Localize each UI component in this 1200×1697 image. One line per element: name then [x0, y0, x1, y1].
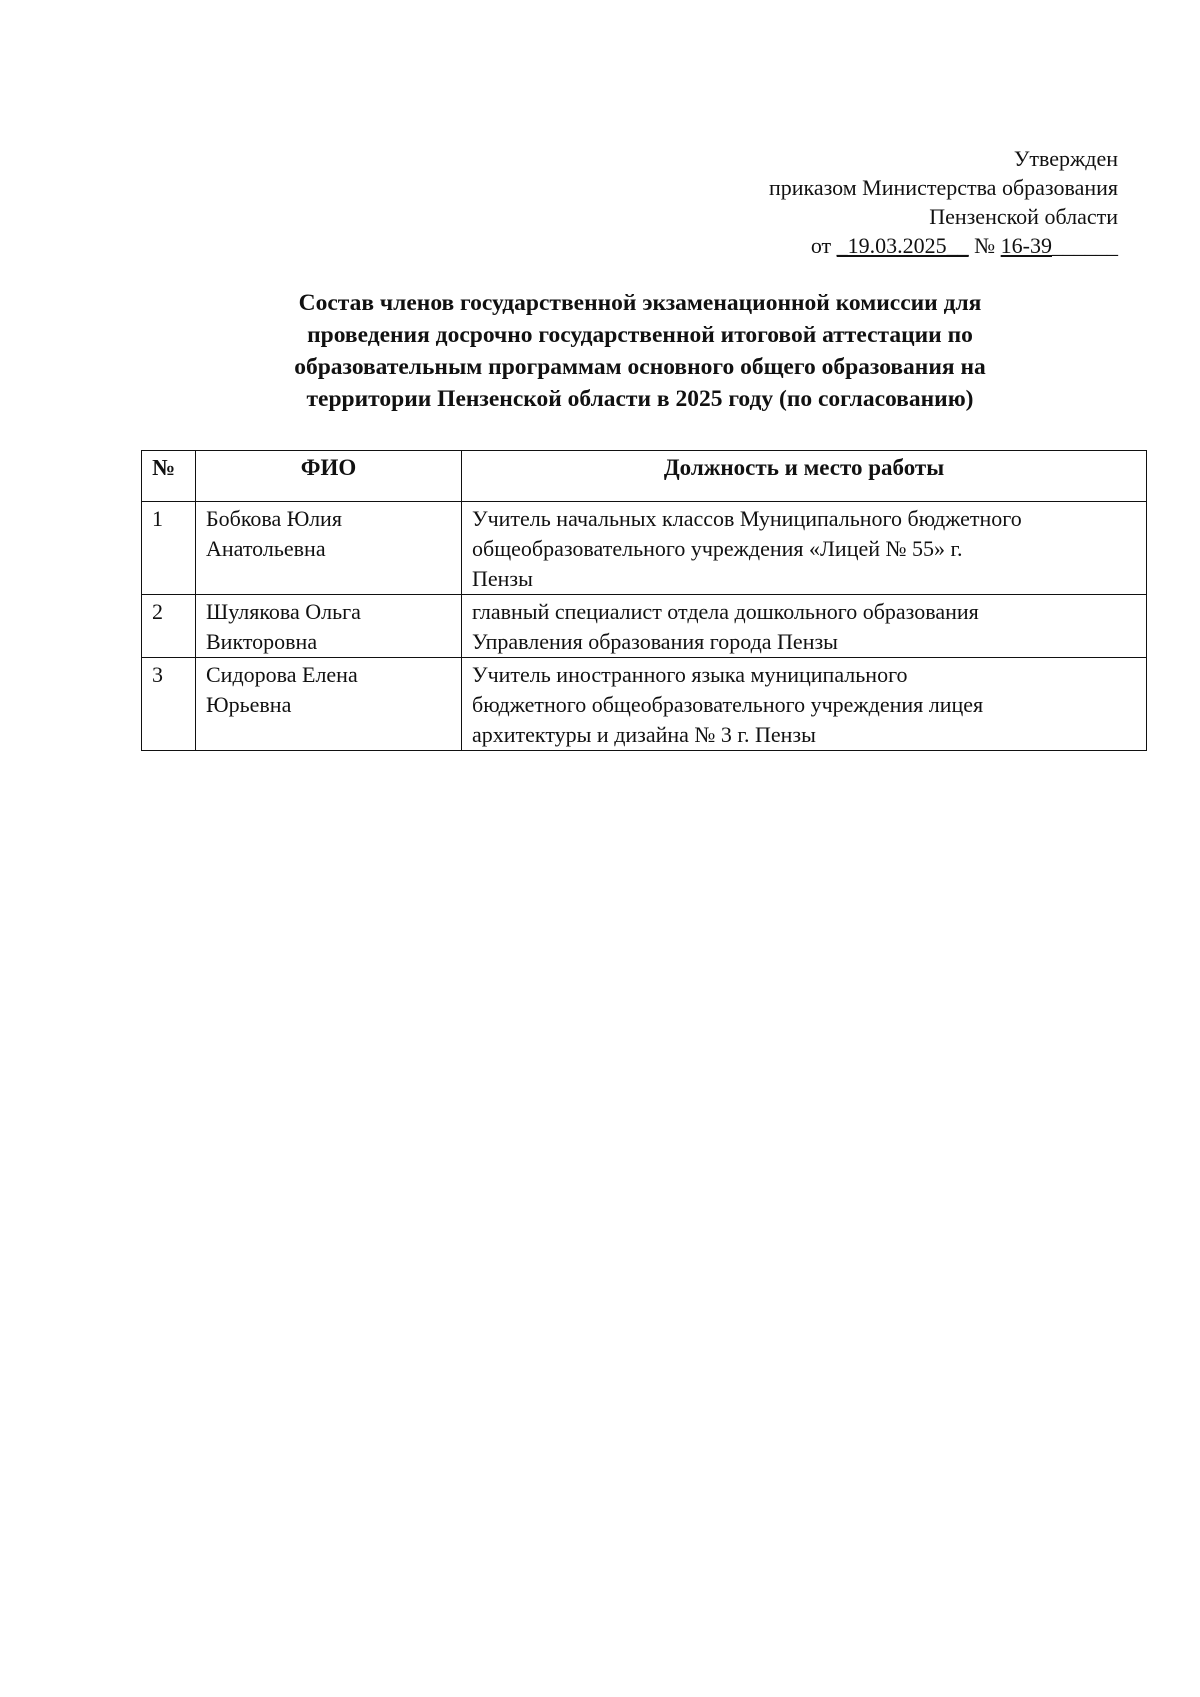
approval-line-date-number — [598, 231, 1118, 260]
title-line-4: территории Пензенской области в 2025 году (по согласованию) — [306, 386, 974, 412]
approval-number: 16-39 — [1000, 233, 1052, 258]
position-line: Учитель начальных классов Муниципального бюджетного — [472, 506, 1022, 531]
approval-date: _19.03.2025__ — [836, 233, 969, 258]
row-position — [462, 658, 1147, 751]
title-line-2: проведения досрочно государственной итоговой аттестации по — [307, 322, 973, 348]
table-row — [142, 502, 1147, 595]
header-full-name: ФИО — [196, 451, 462, 502]
title-line-3: образовательным программам основного общего образования на — [294, 354, 986, 380]
position-line: Пензы — [472, 566, 533, 591]
name-line: Анатольевна — [206, 536, 326, 561]
position-line: Учитель иностранного языка муниципального — [472, 662, 908, 687]
row-number: 2 — [142, 595, 196, 658]
row-position — [462, 595, 1147, 658]
document-title — [140, 287, 1140, 415]
approval-line-approved: Утвержден — [1013, 146, 1118, 171]
position-line: главный специалист отдела дошкольного образования — [472, 599, 979, 624]
position-line: архитектуры и дизайна № 3 г. Пензы — [472, 722, 816, 747]
row-full-name — [196, 502, 462, 595]
header-number: № — [142, 451, 196, 502]
row-number: 3 — [142, 658, 196, 751]
position-line: Управления образования города Пензы — [472, 629, 838, 654]
row-number: 1 — [142, 502, 196, 595]
approval-number-sign: № — [968, 233, 1001, 258]
header-position: Должность и место работы — [462, 451, 1147, 502]
name-line: Шулякова Ольга — [206, 599, 361, 624]
members-table — [141, 450, 1147, 751]
approval-number-tail: ______ — [1052, 233, 1118, 258]
name-line: Викторовна — [206, 629, 318, 654]
approval-line-region: Пензенской области — [929, 204, 1118, 229]
approval-line-order: приказом Министерства образования — [768, 175, 1118, 200]
position-line: общеобразовательного учреждения «Лицей № 55» г. — [472, 536, 963, 561]
position-line: бюджетного общеобразовательного учреждения лицея — [472, 692, 984, 717]
approval-block — [598, 144, 1118, 260]
title-line-1: Состав членов государственной экзаменационной комиссии для — [298, 290, 982, 316]
table-row — [142, 595, 1147, 658]
row-full-name — [196, 595, 462, 658]
table-header-row — [142, 451, 1147, 502]
row-full-name — [196, 658, 462, 751]
name-line: Сидорова Елена — [206, 662, 358, 687]
row-position — [462, 502, 1147, 595]
approval-date-prefix: от — [810, 233, 837, 258]
table-row — [142, 658, 1147, 751]
name-line: Бобкова Юлия — [206, 506, 342, 531]
name-line: Юрьевна — [206, 692, 292, 717]
